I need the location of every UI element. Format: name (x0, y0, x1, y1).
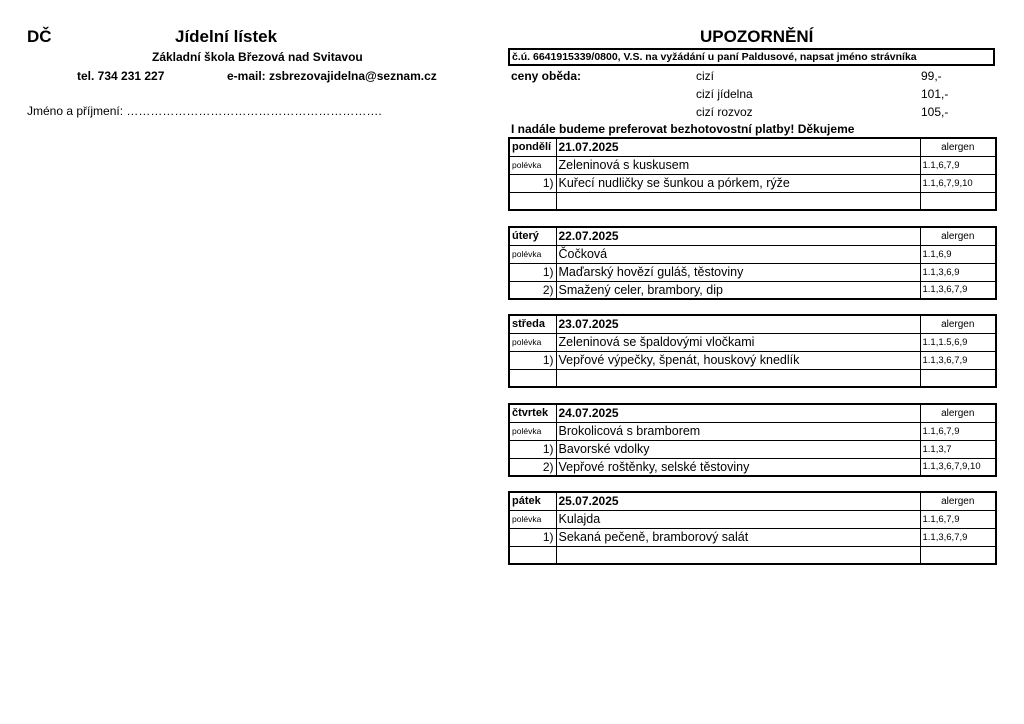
meal-row (509, 528, 996, 546)
soup-label: polévka (509, 245, 556, 263)
soup-label: polévka (509, 156, 556, 174)
soup-name: Zeleninová s kuskusem (556, 156, 920, 174)
name-line: Jméno a příjmení: ………………………………………………………. (27, 104, 382, 118)
allergen-header: alergen (920, 315, 996, 333)
meal-row (509, 351, 996, 369)
meal-number (509, 369, 556, 387)
meal-allergens (920, 369, 996, 387)
day-table-wednesday (508, 314, 997, 388)
price-label-2: cizí rozvoz (696, 105, 753, 119)
soup-name: Zeleninová se špaldovými vločkami (556, 333, 920, 351)
day-date: 25.07.2025 (556, 492, 920, 510)
meal-allergens: 1.1,6,7,9,10 (920, 174, 996, 192)
meal-name: Kuřecí nudličky se šunkou a pórkem, rýže (556, 174, 920, 192)
meal-allergens: 1.1,3,6,7,9 (920, 528, 996, 546)
payment-preference: I nadále budeme preferovat bezhotovostní platby! Děkujeme (511, 122, 855, 136)
meal-allergens: 1.1,3,6,9 (920, 263, 996, 281)
meal-row (509, 440, 996, 458)
soup-name: Kulajda (556, 510, 920, 528)
meal-name (556, 369, 920, 387)
meal-name: Vepřové roštěnky, selské těstoviny (556, 458, 920, 476)
soup-allergens: 1.1,6,7,9 (920, 510, 996, 528)
meal-row (509, 281, 996, 299)
price-value-2: 105,- (921, 105, 949, 119)
school-name: Základní škola Březová nad Svitavou (152, 50, 363, 64)
day-name: čtvrtek (509, 404, 556, 422)
day-header-row (509, 404, 996, 422)
soup-allergens: 1.1,6,7,9 (920, 156, 996, 174)
meal-allergens: 1.1,3,7 (920, 440, 996, 458)
meal-allergens: 1.1,3,6,7,9,10 (920, 458, 996, 476)
meal-number: 1) (509, 263, 556, 281)
meal-number: 2) (509, 458, 556, 476)
day-date: 23.07.2025 (556, 315, 920, 333)
soup-label: polévka (509, 510, 556, 528)
soup-name: Brokolicová s bramborem (556, 422, 920, 440)
meal-allergens (920, 192, 996, 210)
soup-allergens: 1.1,6,9 (920, 245, 996, 263)
price-label-0: cizí (696, 69, 714, 83)
meal-name: Maďarský hovězí guláš, těstoviny (556, 263, 920, 281)
page-title: Jídelní lístek (175, 27, 278, 46)
meal-number: 1) (509, 351, 556, 369)
soup-row (509, 333, 996, 351)
day-header-row (509, 492, 996, 510)
day-name: pondělí (509, 138, 556, 156)
meal-row (509, 174, 996, 192)
day-table-monday (508, 137, 997, 211)
meal-row (509, 458, 996, 476)
soup-row (509, 510, 996, 528)
meal-number: 2) (509, 281, 556, 299)
soup-label: polévka (509, 422, 556, 440)
meal-number: 1) (509, 440, 556, 458)
meal-name (556, 546, 920, 564)
notice-title: UPOZORNĚNÍ (700, 27, 814, 46)
day-name: pátek (509, 492, 556, 510)
allergen-header: alergen (920, 138, 996, 156)
meal-name: Vepřové výpečky, špenát, houskový knedlík (556, 351, 920, 369)
meal-number (509, 546, 556, 564)
meal-name (556, 192, 920, 210)
meal-number (509, 192, 556, 210)
soup-row (509, 422, 996, 440)
prices-label: ceny oběda: (511, 69, 582, 83)
day-header-row (509, 227, 996, 245)
meal-name: Bavorské vdolky (556, 440, 920, 458)
price-label-1: cizí jídelna (696, 87, 753, 101)
soup-row (509, 156, 996, 174)
day-table-friday (508, 491, 997, 565)
meal-row (509, 192, 996, 210)
account-info: č.ú. 6641915339/0800, V.S. na vyžádání u paní Paldusové, napsat jméno strávníka (508, 48, 995, 66)
allergen-header: alergen (920, 404, 996, 422)
document-code: DČ (27, 27, 52, 46)
meal-number: 1) (509, 174, 556, 192)
allergen-header: alergen (920, 492, 996, 510)
phone-number: tel. 734 231 227 (77, 69, 165, 83)
meal-name: Smažený celer, brambory, dip (556, 281, 920, 299)
meal-row (509, 546, 996, 564)
day-header-row (509, 138, 996, 156)
soup-label: polévka (509, 333, 556, 351)
email-address: e-mail: zsbrezovajidelna@seznam.cz (227, 69, 437, 83)
day-date: 22.07.2025 (556, 227, 920, 245)
meal-allergens: 1.1,3,6,7,9 (920, 351, 996, 369)
meal-row (509, 263, 996, 281)
day-table-thursday (508, 403, 997, 477)
day-name: středa (509, 315, 556, 333)
day-date: 21.07.2025 (556, 138, 920, 156)
meal-allergens (920, 546, 996, 564)
soup-allergens: 1.1,1.5,6,9 (920, 333, 996, 351)
meal-number: 1) (509, 528, 556, 546)
allergen-header: alergen (920, 227, 996, 245)
day-name: úterý (509, 227, 556, 245)
price-value-0: 99,- (921, 69, 942, 83)
day-date: 24.07.2025 (556, 404, 920, 422)
meal-row (509, 369, 996, 387)
price-value-1: 101,- (921, 87, 949, 101)
day-table-tuesday (508, 226, 997, 300)
soup-name: Čočková (556, 245, 920, 263)
soup-allergens: 1.1,6,7,9 (920, 422, 996, 440)
day-header-row (509, 315, 996, 333)
soup-row (509, 245, 996, 263)
meal-name: Sekaná pečeně, bramborový salát (556, 528, 920, 546)
meal-allergens: 1.1,3,6,7,9 (920, 281, 996, 299)
